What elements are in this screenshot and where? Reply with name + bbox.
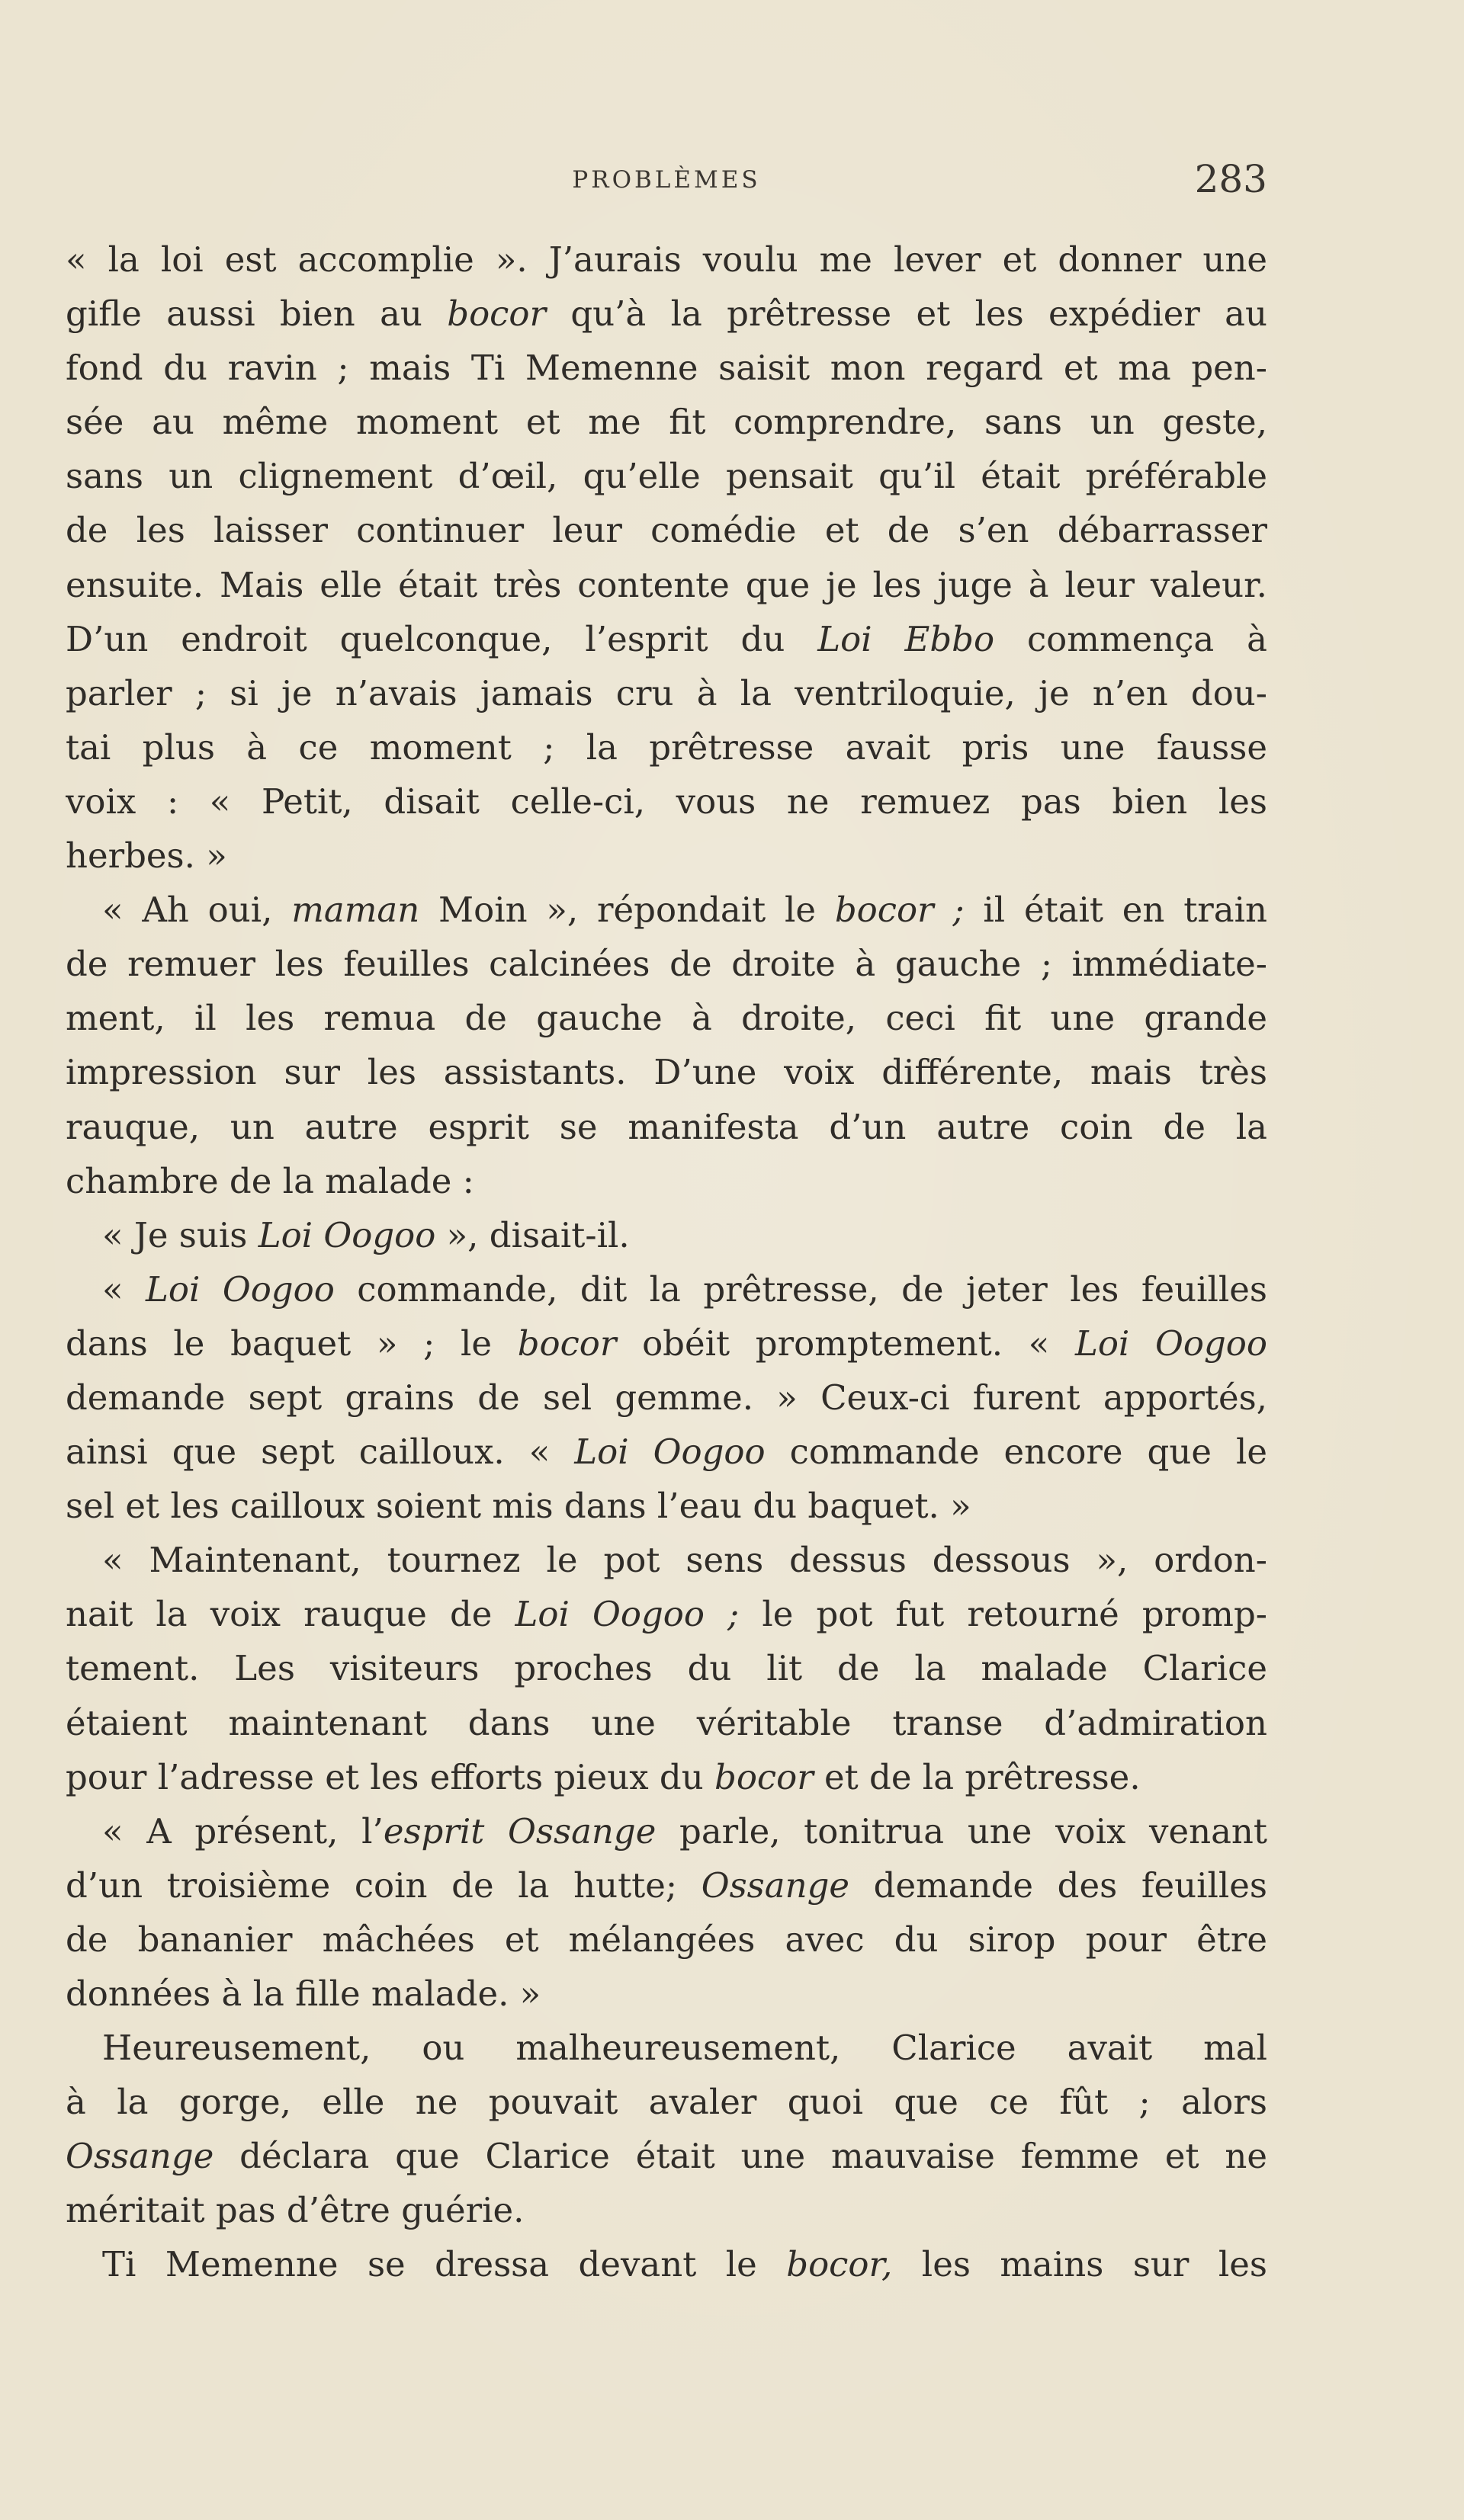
text-segment: chambre de la malade : [66, 1160, 474, 1201]
text-segment: dans le baquet » ; le [66, 1323, 518, 1364]
text-segment: tai plus à ce moment ; la prêtresse avait pris une fausse [66, 726, 1267, 768]
text-segment: ainsi que sept cailloux. « [66, 1432, 575, 1473]
text-segment: méritait pas d’être guérie. [66, 2190, 525, 2231]
italic-text: bocor [714, 1756, 814, 1797]
text-segment: « [102, 1268, 146, 1310]
text-line [66, 503, 1267, 557]
text-line [66, 2075, 1267, 2129]
text-line [66, 2237, 1267, 2291]
text-line [66, 1533, 1267, 1587]
text-segment: étaient maintenant dans une véritable transe d’admiration [66, 1702, 1267, 1743]
text-line [66, 395, 1267, 449]
text-line [66, 2021, 1267, 2075]
text-line [66, 991, 1267, 1045]
text-line [66, 1100, 1267, 1154]
text-line [66, 1262, 1267, 1316]
text-line [66, 2129, 1267, 2183]
text-segment: voix : « Petit, disait celle-ci, vous ne remuez pas bien les [66, 781, 1267, 822]
text-segment: données à la fille malade. » [66, 1973, 541, 2014]
text-segment: « A présent, l’ [102, 1810, 384, 1852]
text-line [66, 1696, 1267, 1750]
text-line [66, 883, 1267, 937]
text-segment: déclara que Clarice était une mauvaise femme et ne [214, 2136, 1267, 2177]
text-segment: impression sur les assistants. D’une voix différente, mais très [66, 1052, 1267, 1093]
text-segment: rauque, un autre esprit se manifesta d’un autre coin de la [66, 1106, 1267, 1147]
italic-text: bocor [447, 293, 546, 335]
text-segment: Heureusement, ou malheureusement, Clarice avait mal [102, 2028, 1267, 2069]
running-head: PROBLÈMES [572, 166, 761, 194]
text-line [66, 666, 1267, 720]
text-line [66, 720, 1267, 774]
text-line [66, 1858, 1267, 1912]
text-segment: les mains sur les [892, 2244, 1267, 2285]
italic-text: bocor ; [834, 890, 965, 931]
text-line [66, 612, 1267, 666]
text-segment: de bananier mâchées et mélangées avec du sirop pour être [66, 1919, 1267, 1960]
text-segment: et de la prêtresse. [813, 1756, 1141, 1797]
body-text [66, 232, 1267, 2292]
italic-text: Loi Ebbo [817, 618, 995, 659]
text-line [66, 1750, 1267, 1804]
text-segment: parle, tonitrua une voix venant [656, 1810, 1267, 1852]
text-segment: ensuite. Mais elle était très contente que je les juge à leur valeur. [66, 564, 1267, 605]
text-line [66, 558, 1267, 612]
text-line [66, 1425, 1267, 1479]
text-segment: gifle aussi bien au [66, 293, 448, 335]
italic-text: maman [291, 890, 420, 931]
text-line [66, 829, 1267, 883]
text-segment: « la loi est accomplie ». J’aurais voulu me lever et donner une [66, 239, 1267, 280]
text-segment: demande des feuilles [849, 1864, 1267, 1906]
text-segment: commande, dit la prêtresse, de jeter les feuilles [334, 1268, 1267, 1310]
text-line [66, 1208, 1267, 1262]
text-segment: pour l’adresse et les efforts pieux du [66, 1756, 715, 1797]
italic-text: Ossange [701, 1864, 850, 1906]
text-segment: Moin », répondait le [419, 890, 835, 931]
text-segment: nait la voix rauque de [66, 1594, 515, 1635]
text-segment: Ti Memenne se dressa devant le [102, 2244, 787, 2285]
text-segment: fond du ravin ; mais Ti Memenne saisit mon regard et ma pen- [66, 348, 1267, 389]
italic-text: Loi Oogoo [146, 1268, 335, 1310]
text-segment: sans un clignement d’œil, qu’elle pensait qu’il était préférable [66, 456, 1267, 497]
text-line [66, 1967, 1267, 2021]
italic-text: Ossange [66, 2136, 214, 2177]
text-line [66, 774, 1267, 829]
text-segment: ment, il les remua de gauche à droite, ceci fit une grande [66, 998, 1267, 1039]
italic-text: Loi Oogoo [258, 1214, 436, 1255]
italic-text: Loi Oogoo [574, 1432, 766, 1473]
text-line [66, 937, 1267, 991]
text-segment: herbes. » [66, 835, 227, 877]
text-segment: », disait-il. [435, 1214, 630, 1255]
page-number: 283 [1194, 157, 1267, 201]
text-line [66, 1316, 1267, 1371]
text-segment: d’un troisième coin de la hutte; [66, 1864, 702, 1906]
text-segment: sel et les cailloux soient mis dans l’eau du baquet. » [66, 1486, 971, 1527]
text-segment: à la gorge, elle ne pouvait avaler quoi que ce fût ; alors [66, 2082, 1267, 2123]
italic-text: Loi Oogoo [1074, 1323, 1267, 1364]
text-line [66, 1912, 1267, 1967]
text-line [66, 1804, 1267, 1858]
page-header [66, 152, 1267, 206]
text-segment: « Je suis [102, 1214, 258, 1255]
text-segment: parler ; si je n’avais jamais cru à la ventriloquie, je n’en dou- [66, 672, 1267, 713]
text-line [66, 1479, 1267, 1533]
text-line [66, 2183, 1267, 2237]
text-segment: de les laisser continuer leur comédie et de s’en débarrasser [66, 510, 1267, 551]
text-line [66, 1641, 1267, 1695]
text-segment: de remuer les feuilles calcinées de droite à gauche ; immédiate- [66, 944, 1267, 985]
text-line [66, 1154, 1267, 1208]
text-segment: qu’à la prêtresse et les expédier au [545, 293, 1267, 335]
text-segment: il était en train [964, 890, 1267, 931]
text-line [66, 1371, 1267, 1425]
text-segment: tement. Les visiteurs proches du lit de la malade Clarice [66, 1648, 1267, 1689]
text-line [66, 1045, 1267, 1099]
text-segment: le pot fut retourné promp- [739, 1594, 1267, 1635]
text-segment: sée au même moment et me fit comprendre, sans un geste, [66, 402, 1267, 443]
text-segment: D’un endroit quelconque, l’esprit du [66, 618, 818, 659]
text-segment: commença à [994, 618, 1267, 659]
italic-text: Loi Oogoo ; [515, 1594, 740, 1635]
text-segment: « Ah oui, [102, 890, 292, 931]
text-line [66, 232, 1267, 287]
italic-text: bocor, [786, 2244, 893, 2285]
text-line [66, 1587, 1267, 1641]
text-line [66, 287, 1267, 341]
text-segment: commande encore que le [765, 1432, 1267, 1473]
text-line [66, 341, 1267, 395]
text-segment: demande sept grains de sel gemme. » Ceux-ci furent apportés, [66, 1377, 1267, 1418]
italic-text: bocor [517, 1323, 617, 1364]
italic-text: esprit Ossange [383, 1810, 657, 1852]
text-segment: « Maintenant, tournez le pot sens dessus dessous », ordon- [102, 1540, 1267, 1581]
text-line [66, 449, 1267, 503]
text-segment: obéit promptement. « [616, 1323, 1075, 1364]
